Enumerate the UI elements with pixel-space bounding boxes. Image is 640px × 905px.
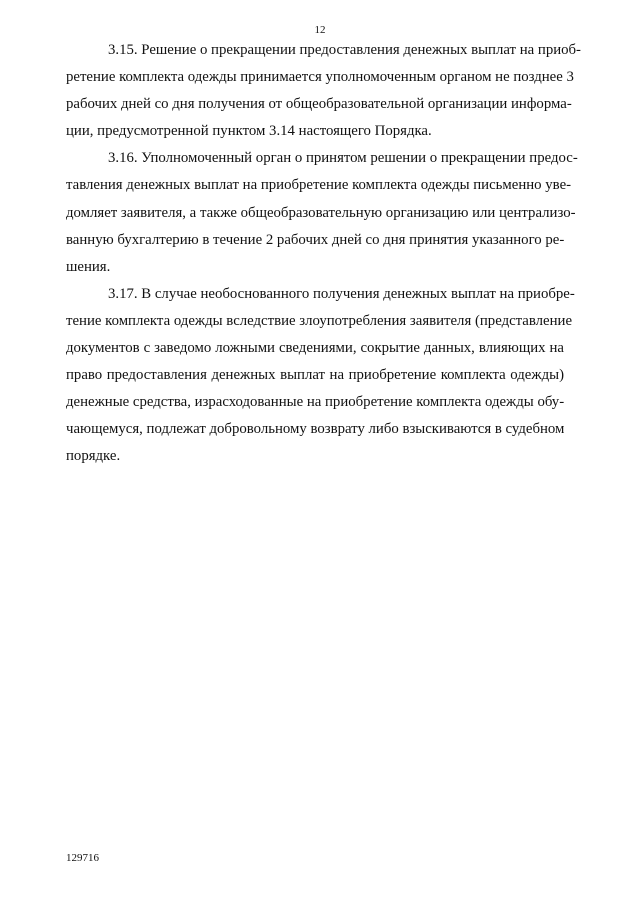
text-line: шения. xyxy=(66,258,111,275)
page-number: 12 xyxy=(314,24,326,36)
text-line: ретение комплекта одежды принимается уполномоченным органом не позднее 3 xyxy=(66,69,574,86)
text-line: право предоставления денежных выплат на приобретение комплекта одежды) xyxy=(66,367,564,384)
document-body xyxy=(66,37,581,471)
text-line: 3.17. В случае необоснованного получения денежных выплат на приобре- xyxy=(108,285,575,302)
paragraph-3-16 xyxy=(66,145,578,280)
text-line: 3.15. Решение о прекращении предоставления денежных выплат на приоб- xyxy=(108,42,581,58)
text-line: денежные средства, израсходованные на приобретение комплекта одежды обу- xyxy=(66,394,565,411)
text-line: ции, предусмотренной пунктом 3.14 настоящего Порядка. xyxy=(66,123,432,140)
text-line: 3.16. Уполномоченный орган о принятом решении о прекращении предос- xyxy=(108,150,578,167)
text-line: рабочих дней со дня получения от общеобразовательной организации информа- xyxy=(66,96,572,113)
text-line: тение комплекта одежды вследствие злоупотребления заявителя (представление xyxy=(66,312,573,329)
paragraph-3-15 xyxy=(66,37,581,145)
text-line: чающемуся, подлежат добровольному возврату либо взыскиваются в судебном xyxy=(66,421,565,438)
text-line: порядке. xyxy=(66,448,121,465)
text-line: тавления денежных выплат на приобретение комплекта одежды письменно уве- xyxy=(66,177,572,194)
paragraph-3-17 xyxy=(66,281,575,471)
document-code: 129716 xyxy=(66,852,99,864)
text-line: документов с заведомо ложными сведениями, сокрытие данных, влияющих на xyxy=(66,340,564,357)
text-line: ванную бухгалтерию в течение 2 рабочих дней со дня принятия указанного ре- xyxy=(66,231,565,248)
text-line: домляет заявителя, а также общеобразовательную организацию или централизо- xyxy=(66,204,576,221)
